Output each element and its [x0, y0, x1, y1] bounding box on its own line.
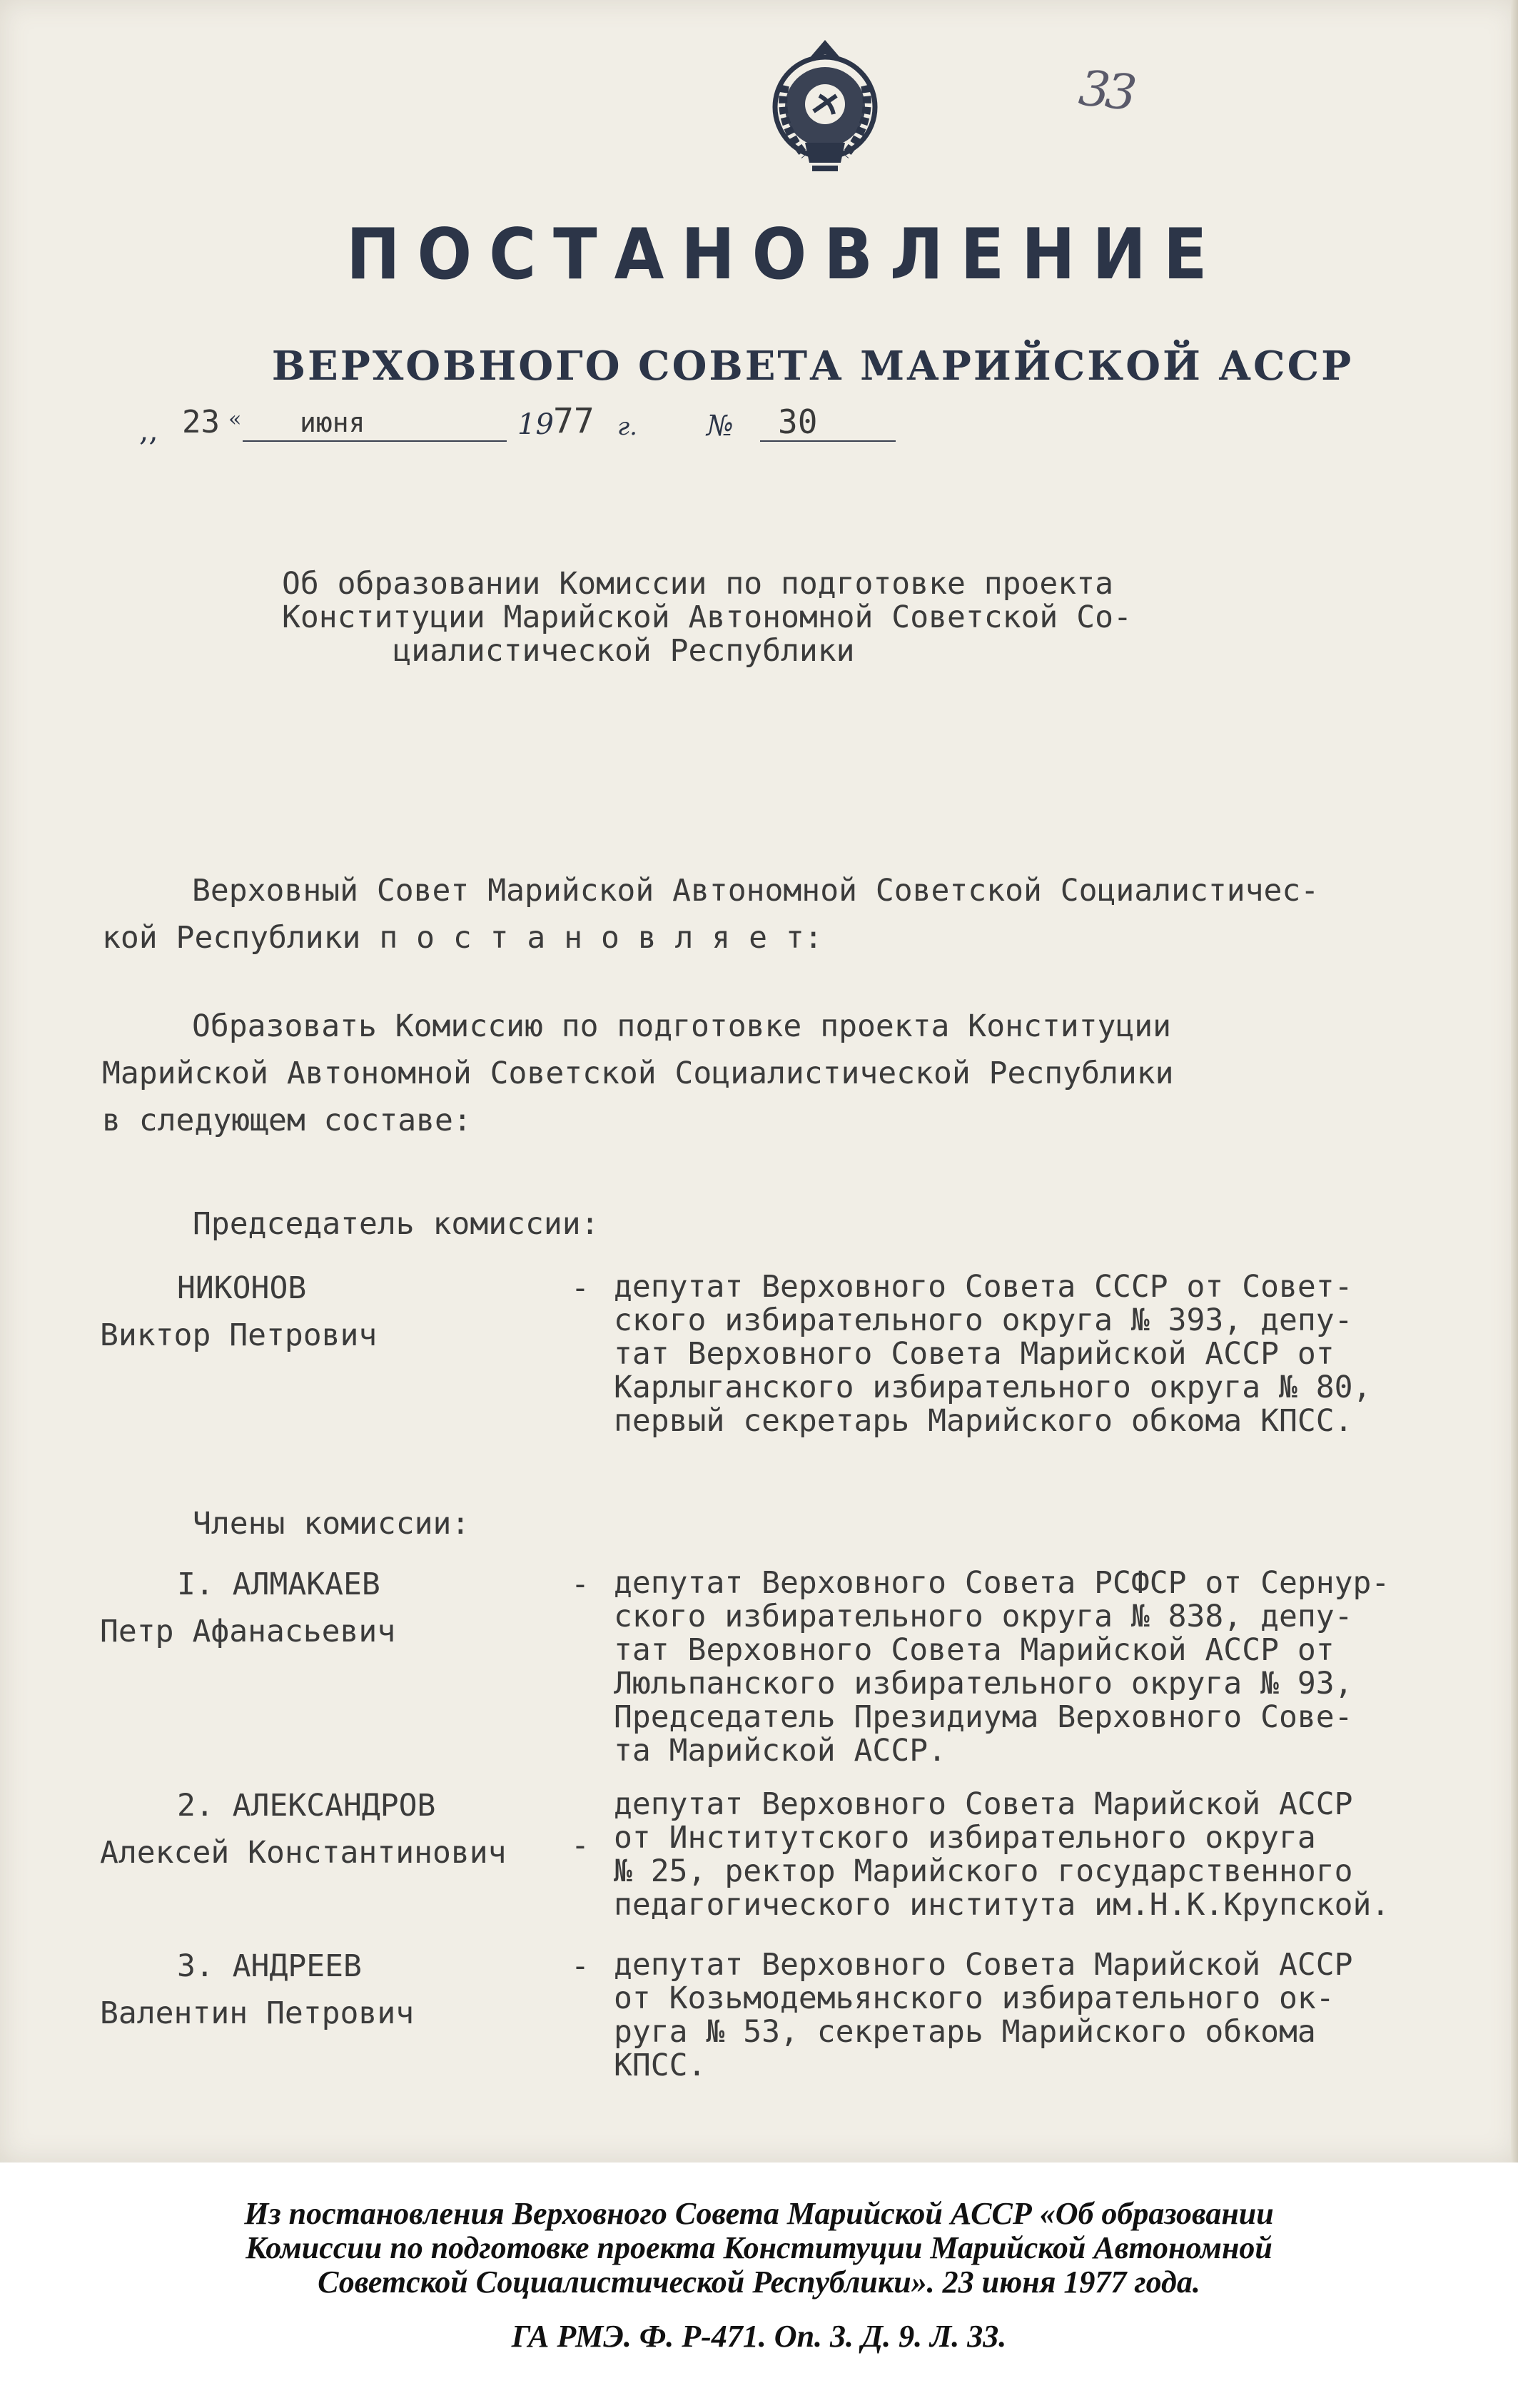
handwritten-page-number: 33 [1076, 60, 1135, 122]
chairman-heading: Председатель комиссии: [193, 1206, 599, 1242]
caption-line: Комиссии по подготовке проекта Конституции Марийской Автономной [246, 2230, 1272, 2265]
document-number: 30 [778, 403, 818, 441]
member-description [614, 1948, 1353, 2083]
date-number-line [139, 400, 896, 457]
member-surname: НИКОНОВ [177, 1270, 307, 1306]
paper-edge [1511, 0, 1518, 2162]
subject-line: Конституции Марийской Автономной Советской Со- [282, 600, 1132, 635]
member-given-names: Алексей Константинович [100, 1835, 507, 1871]
desc-line: депутат Верховного Совета СССР от Совет- [614, 1269, 1353, 1305]
member-dash: - [571, 1567, 590, 1602]
desc-line: депутат Верховного Совета РСФСР от Сернур- [614, 1565, 1390, 1601]
desc-line: Председатель Президиума Верховного Сове- [614, 1699, 1353, 1735]
member-name [100, 1561, 395, 1655]
desc-line: депутат Верховного Совета Марийской АССР [614, 1786, 1353, 1822]
desc-line: КПСС. [614, 2048, 707, 2083]
members-heading: Члены комиссии: [193, 1506, 470, 1542]
member-surname: 3. АНДРЕЕВ [177, 1948, 362, 1984]
member-surname: I. АЛМАКАЕВ [177, 1567, 380, 1602]
desc-line: тат Верховного Совета Марийской АССР от [614, 1632, 1335, 1668]
decision-line: Образовать Комиссию по подготовке проекта Конституции [192, 1008, 1172, 1044]
desc-line: тат Верховного Совета Марийской АССР от [614, 1336, 1335, 1372]
member-dash: - [571, 1828, 590, 1863]
decision-paragraph [102, 1003, 1174, 1144]
desc-line: от Козьмодемьянского избирательного ок- [614, 1980, 1335, 2016]
desc-line: та Марийской АССР. [614, 1733, 946, 1769]
member-dash: - [571, 1270, 590, 1306]
member-name [100, 1265, 377, 1359]
member-description [614, 1270, 1371, 1438]
desc-line: ского избирательного округа № 393, депу- [614, 1302, 1353, 1338]
caption-line: Из постановления Верховного Совета Марийской АССР «Об образовании [244, 2196, 1274, 2231]
date-year-abbr: г. [617, 413, 637, 441]
date-year-suffix: 77 [553, 401, 594, 441]
date-day: 23 [182, 404, 220, 440]
member-given-names: Виктор Петрович [100, 1317, 378, 1353]
member-name [100, 1943, 414, 2037]
desc-line: Люльпанского избирательного округа № 93, [614, 1666, 1353, 1701]
desc-line: педагогического института им.Н.К.Крупской. [614, 1887, 1390, 1923]
image-caption [0, 2197, 1518, 2300]
archive-reference: ГА РМЭ. Ф. Р-471. Оп. 3. Д. 9. Л. 33. [511, 2319, 1007, 2354]
date-close-quote: « [228, 407, 242, 432]
subject-line: циалистической Республики [282, 633, 855, 669]
date-year-prefix: 19 [517, 408, 554, 441]
member-given-names: Валентин Петрович [100, 1995, 415, 2031]
member-given-names: Петр Афанасьевич [100, 1614, 396, 1649]
desc-line: Карлыганского избирательного округа № 80, [614, 1370, 1372, 1405]
caption-line: Советской Социалистической Республики». 23 июня 1977 года. [318, 2265, 1200, 2300]
member-dash: - [571, 1948, 590, 1984]
decree-line: кой Республики п о с т а н о в л я е т: [102, 920, 823, 956]
desc-line: ского избирательного округа № 838, депу- [614, 1599, 1353, 1634]
member-surname: 2. АЛЕКСАНДРОВ [177, 1788, 436, 1823]
member-description [614, 1788, 1390, 1922]
desc-line: руга № 53, секретарь Марийского обкома [614, 2014, 1316, 2050]
month-underline [243, 440, 507, 442]
desc-line: депутат Верховного Совета Марийской АССР [614, 1947, 1353, 1983]
decision-line: Марийской Автономной Советской Социалистической Республики [102, 1056, 1174, 1091]
decree-line: Верховный Совет Марийской Автономной Советской Социалистичес- [192, 873, 1320, 909]
number-sign: № [707, 410, 734, 442]
desc-line: от Институтского избирательного округа [614, 1820, 1316, 1856]
desc-line: № 25, ректор Марийского государственного [614, 1853, 1353, 1889]
subject-line: Об образовании Комиссии по подготовке проекта [282, 566, 1113, 602]
date-open-quote: ,, [139, 413, 158, 447]
document-type-heading: ПОСТАНОВЛЕНИЕ [346, 214, 1225, 295]
member-name [100, 1782, 507, 1876]
desc-line: первый секретарь Марийского обкома КПСС. [614, 1403, 1353, 1439]
subject-block [282, 567, 1132, 668]
issuer-heading: ВЕРХОВНОГО СОВЕТА МАРИЙСКОЙ АССР [271, 343, 1354, 390]
date-month: июня [300, 407, 365, 438]
member-description [614, 1567, 1390, 1768]
decision-line: в следующем составе: [102, 1103, 472, 1138]
state-emblem-icon [762, 36, 888, 176]
decree-paragraph [102, 867, 1319, 961]
